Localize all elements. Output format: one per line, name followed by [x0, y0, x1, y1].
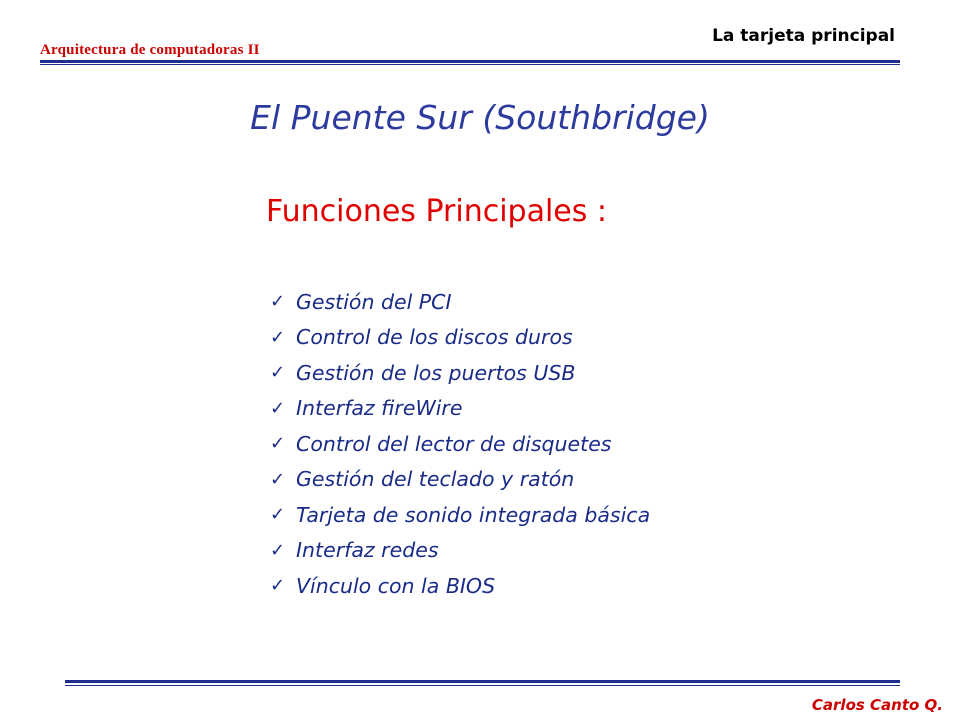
course-label: Arquitectura de computadoras II [40, 42, 260, 58]
check-icon: ✓ [270, 291, 286, 313]
section-label: La tarjeta principal [712, 26, 895, 46]
list-item-text: Gestión del teclado y ratón [296, 467, 575, 492]
list-item-text: Interfaz fireWire [296, 396, 463, 421]
list-item-text: Tarjeta de sonido integrada básica [296, 502, 651, 527]
list-item-text: Gestión de los puertos USB [296, 360, 576, 385]
list-item [270, 355, 650, 391]
list-item [270, 533, 650, 569]
check-icon: ✓ [270, 326, 286, 348]
check-icon: ✓ [270, 362, 286, 384]
list-item-text: Gestión del PCI [296, 289, 452, 314]
check-icon: ✓ [270, 504, 286, 526]
list-item [270, 462, 650, 498]
list-item [270, 391, 650, 427]
list-item-text: Control del lector de disquetes [296, 431, 612, 456]
check-icon: ✓ [270, 575, 286, 597]
list-item [270, 284, 650, 320]
slide-title: El Puente Sur (Southbridge) [250, 98, 710, 137]
check-icon: ✓ [270, 468, 286, 490]
list-item-text: Control de los discos duros [296, 325, 573, 350]
function-list [270, 284, 650, 604]
bottom-divider [65, 680, 900, 686]
check-icon: ✓ [270, 397, 286, 419]
list-item-text: Vínculo con la BIOS [296, 573, 496, 598]
list-item [270, 320, 650, 356]
check-icon: ✓ [270, 539, 286, 561]
list-item-text: Interfaz redes [296, 538, 439, 563]
list-item [270, 568, 650, 604]
list-item [270, 426, 650, 462]
check-icon: ✓ [270, 433, 286, 455]
author-label: Carlos Canto Q. [811, 696, 943, 714]
slide-subtitle: Funciones Principales : [266, 194, 608, 229]
list-item [270, 497, 650, 533]
top-divider [40, 60, 900, 65]
